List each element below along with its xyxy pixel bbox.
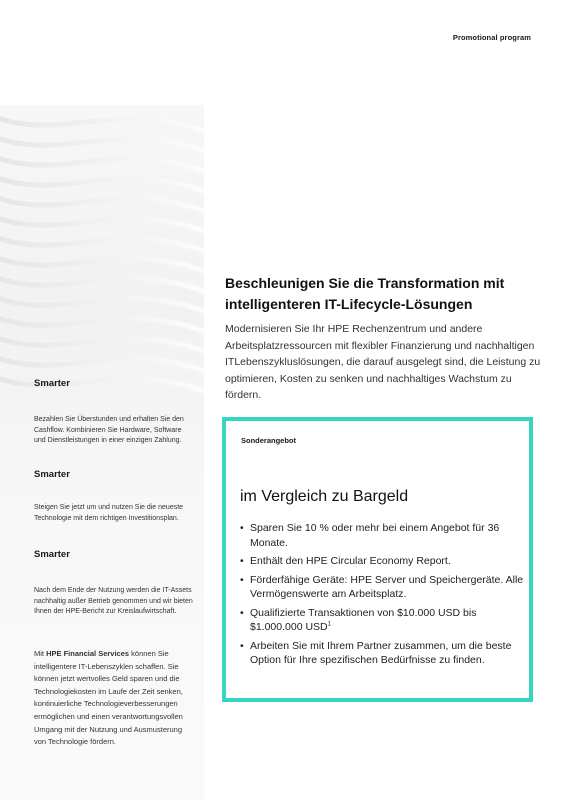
footnote-mark: 1	[327, 621, 331, 628]
page-title: Beschleunigen Sie die Transformation mit intelligenteren IT-Lifecycle-Lösungen	[225, 275, 505, 312]
sidebar-heading: Smarter	[34, 549, 70, 560]
offer-item	[240, 554, 530, 569]
brand-name: HPE Financial Services	[46, 649, 130, 658]
bullet-icon: •	[240, 606, 244, 619]
offer-item-text: Sparen Sie 10 % oder mehr bei einem Angebot für 36 Monate.	[250, 522, 500, 549]
offer-title: im Vergleich zu Bargeld	[240, 488, 409, 505]
offer-item-text: Qualifizierte Transaktionen von $10.000 USD bis $1.000.000 USD	[250, 606, 477, 633]
sidebar-text: Steigen Sie jetzt um und nutzen Sie die neueste Technologie mit dem richtigen Investitionsplan.	[34, 504, 184, 522]
offer-item-text: Förderfähige Geräte: HPE Server und Speichergeräte. Alle Vermögenswerte am Arbeitsplatz.	[250, 573, 524, 600]
sidebar-block-2	[34, 469, 194, 524]
bullet-icon: •	[240, 522, 244, 534]
offer-item	[240, 573, 530, 602]
sidebar-closing-paragraph	[34, 648, 194, 749]
offer-item	[240, 521, 530, 550]
sidebar-block-1	[34, 378, 194, 447]
closing-prefix: Mit	[34, 649, 47, 658]
bullet-icon: •	[240, 639, 244, 652]
bullet-icon: •	[240, 555, 244, 567]
offer-item	[240, 606, 530, 635]
offer-item	[240, 639, 530, 668]
offer-item-text: Enthält den HPE Circular Economy Report.	[250, 555, 451, 567]
sidebar-text: Bezahlen Sie Überstunden und erhalten Sie den Cashflow. Kombinieren Sie Hardware, Software und Dienstleistungen in einer einzigen Zahlung.	[34, 416, 184, 444]
sidebar-heading: Smarter	[34, 469, 70, 480]
special-offer-box	[222, 417, 533, 702]
offer-item-text: Arbeiten Sie mit Ihrem Partner zusammen, um die beste Option für Ihre spezifischen Bedürfnisse zu finden.	[250, 639, 512, 666]
intro-paragraph: Modernisieren Sie Ihr HPE Rechenzentrum und andere Arbeitsplatzressourcen mit flexibler Finanzierung und nachhaltigen ITLebenszykluslösungen, die darauf ausgelegt sind, die Leistung zu optimieren, Kosten zu senken und nachhaltiges Wachstum zu fördern.	[225, 323, 541, 402]
program-label: Promotional program	[452, 33, 531, 42]
sidebar-heading: Smarter	[34, 378, 70, 389]
closing-text: können Sie intelligentere IT-Lebenszyklen schaffen. Sie können jetzt wertvolles Geld sparen und die Technologiekosten im Laufe der Zeit senken, kontinuierliche Technologieverbesserungen ermöglichen und einen verantwortungsvollen Umgang mit der Nutzung und Ausmusterung von Technologie fördern.	[34, 649, 183, 747]
sidebar-text: Nach dem Ende der Nutzung werden die IT-Assets nachhaltig außer Betrieb genommen und wir bieten Ihnen der HPE-Bericht zur Kreislaufwirtschaft.	[34, 587, 193, 615]
sidebar-block-3	[34, 549, 194, 618]
offer-list	[240, 521, 530, 672]
offer-tag: Sonderangebot	[241, 436, 297, 445]
bullet-icon: •	[240, 573, 244, 586]
